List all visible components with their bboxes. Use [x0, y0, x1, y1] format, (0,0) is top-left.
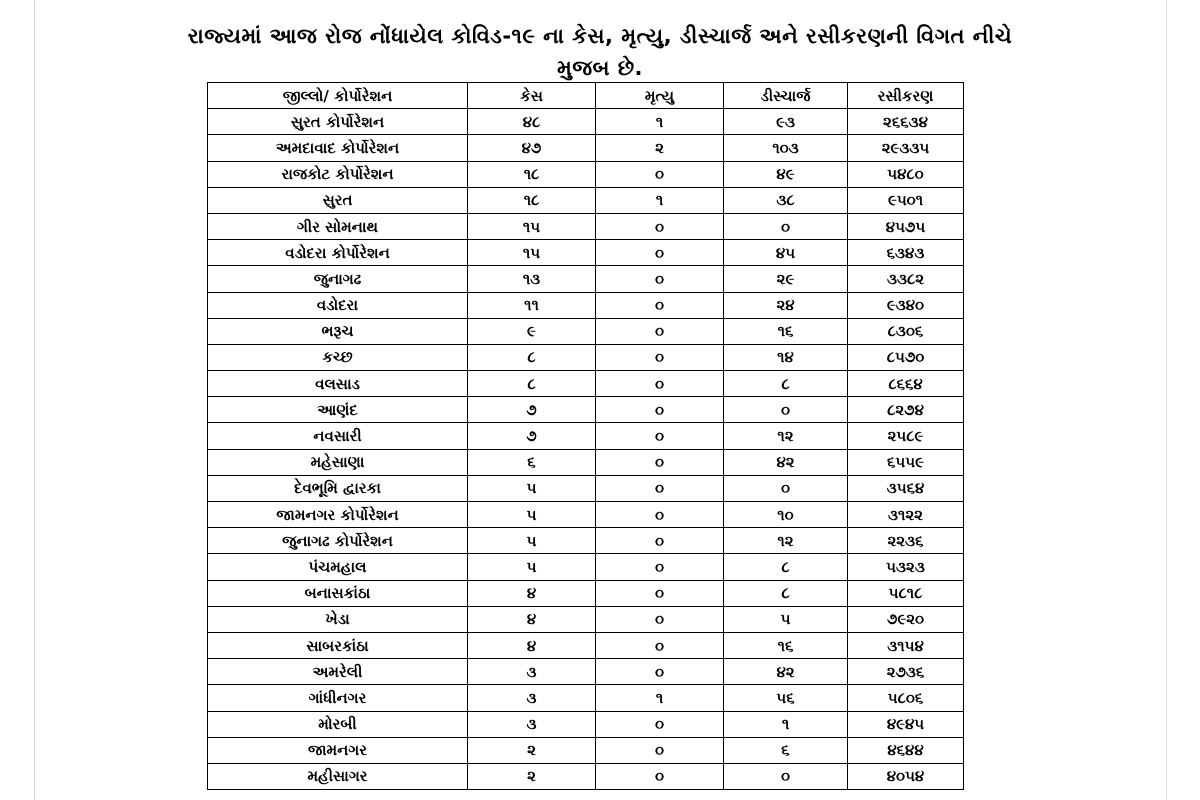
- deaths-cell: ૦: [596, 580, 724, 606]
- cases-cell: ૭: [468, 423, 596, 449]
- cases-cell: ૪: [468, 606, 596, 632]
- district-cell: વડોદરા કોર્પોરેશન: [208, 240, 468, 266]
- table-row: [208, 161, 964, 187]
- deaths-cell: ૧: [596, 187, 724, 213]
- cases-cell: ૧૩: [468, 266, 596, 292]
- vaccination-cell: ૪૬૪૪: [848, 737, 964, 763]
- table-row: [208, 737, 964, 763]
- vaccination-cell: ૫૮૦૬: [848, 685, 964, 711]
- district-cell: નવસારી: [208, 423, 468, 449]
- table-row: [208, 213, 964, 239]
- deaths-cell: ૦: [596, 292, 724, 318]
- table-row: [208, 685, 964, 711]
- column-header-district: જીલ્લો/ કોર્પોરેશન: [208, 83, 468, 109]
- page-title: [60, 20, 1140, 84]
- cases-cell: ૪૮: [468, 109, 596, 135]
- discharge-cell: ૫૬: [724, 685, 848, 711]
- vaccination-cell: ૪૦૫૪: [848, 763, 964, 789]
- district-cell: સુરત: [208, 187, 468, 213]
- deaths-cell: ૦: [596, 423, 724, 449]
- discharge-cell: ૮: [724, 371, 848, 397]
- district-cell: ગીર સોમનાથ: [208, 213, 468, 239]
- cases-cell: ૫: [468, 475, 596, 501]
- cases-cell: ૧૫: [468, 240, 596, 266]
- vaccination-cell: ૮૨૭૪: [848, 397, 964, 423]
- vaccination-cell: ૮૩૦૬: [848, 318, 964, 344]
- district-cell: અમરેલી: [208, 659, 468, 685]
- deaths-cell: ૦: [596, 763, 724, 789]
- cases-cell: ૪: [468, 632, 596, 658]
- deaths-cell: ૧: [596, 685, 724, 711]
- deaths-cell: ૦: [596, 240, 724, 266]
- cases-cell: ૫: [468, 554, 596, 580]
- district-cell: આણંદ: [208, 397, 468, 423]
- vaccination-cell: ૮૬૬૪: [848, 371, 964, 397]
- discharge-cell: ૦: [724, 213, 848, 239]
- table-row: [208, 266, 964, 292]
- district-cell: વડોદરા: [208, 292, 468, 318]
- deaths-cell: ૦: [596, 632, 724, 658]
- vaccination-cell: ૭૯૨૦: [848, 606, 964, 632]
- table-row: [208, 502, 964, 528]
- discharge-cell: ૪૫: [724, 240, 848, 266]
- district-cell: રાજકોટ કોર્પોરેશન: [208, 161, 468, 187]
- vaccination-cell: ૯૫૦૧: [848, 187, 964, 213]
- table-row: [208, 606, 964, 632]
- vaccination-cell: ૨૨૩૬: [848, 528, 964, 554]
- deaths-cell: ૦: [596, 344, 724, 370]
- district-cell: મહીસાગર: [208, 763, 468, 789]
- district-cell: ભરૂચ: [208, 318, 468, 344]
- deaths-cell: ૦: [596, 397, 724, 423]
- table-row: [208, 554, 964, 580]
- vaccination-cell: ૮૫૭૦: [848, 344, 964, 370]
- discharge-cell: ૮: [724, 580, 848, 606]
- discharge-cell: ૨૪: [724, 292, 848, 318]
- vaccination-cell: ૬૫૫૯: [848, 449, 964, 475]
- district-cell: સાબરકાંઠા: [208, 632, 468, 658]
- vaccination-cell: ૨૬૬૩૪: [848, 109, 964, 135]
- discharge-cell: ૦: [724, 397, 848, 423]
- deaths-cell: ૦: [596, 502, 724, 528]
- table-row: [208, 475, 964, 501]
- table-row: [208, 763, 964, 789]
- discharge-cell: ૬: [724, 737, 848, 763]
- vaccination-cell: ૫૪૮૦: [848, 161, 964, 187]
- discharge-cell: ૪૯: [724, 161, 848, 187]
- table-row: [208, 580, 964, 606]
- district-cell: જુનાગઢ: [208, 266, 468, 292]
- table-row: [208, 187, 964, 213]
- table-row: [208, 632, 964, 658]
- cases-cell: ૮: [468, 344, 596, 370]
- deaths-cell: ૦: [596, 737, 724, 763]
- district-cell: મહેસાણા: [208, 449, 468, 475]
- district-cell: સુરત કોર્પોરેશન: [208, 109, 468, 135]
- discharge-cell: ૩૮: [724, 187, 848, 213]
- column-header-cases: કેસ: [468, 83, 596, 109]
- table-row: [208, 711, 964, 737]
- vaccination-cell: ૩૫૬૪: [848, 475, 964, 501]
- district-cell: વલસાડ: [208, 371, 468, 397]
- column-header-vaccination: રસીકરણ: [848, 83, 964, 109]
- cases-cell: ૧૮: [468, 161, 596, 187]
- vaccination-cell: ૨૭૩૬: [848, 659, 964, 685]
- cases-cell: ૬: [468, 449, 596, 475]
- vaccination-cell: ૩૧૨૨: [848, 502, 964, 528]
- discharge-cell: ૧૨: [724, 528, 848, 554]
- vaccination-cell: ૫૩૨૩: [848, 554, 964, 580]
- cases-cell: ૧૮: [468, 187, 596, 213]
- table-row: [208, 659, 964, 685]
- cases-cell: ૧૫: [468, 213, 596, 239]
- table-row: [208, 371, 964, 397]
- deaths-cell: ૦: [596, 528, 724, 554]
- discharge-cell: ૧૦૩: [724, 135, 848, 161]
- deaths-cell: ૦: [596, 161, 724, 187]
- right-margin-line: [1166, 0, 1167, 800]
- discharge-cell: ૧૨: [724, 423, 848, 449]
- cases-cell: ૯: [468, 318, 596, 344]
- discharge-cell: ૫: [724, 606, 848, 632]
- table-row: [208, 135, 964, 161]
- vaccination-cell: ૯૩૪૦: [848, 292, 964, 318]
- district-cell: પંચમહાલ: [208, 554, 468, 580]
- cases-cell: ૩: [468, 685, 596, 711]
- table-row: [208, 397, 964, 423]
- cases-cell: ૫: [468, 502, 596, 528]
- vaccination-cell: ૨૫૮૯: [848, 423, 964, 449]
- discharge-cell: ૪૨: [724, 659, 848, 685]
- deaths-cell: ૧: [596, 109, 724, 135]
- discharge-cell: ૦: [724, 475, 848, 501]
- vaccination-cell: ૨૯૩૩૫: [848, 135, 964, 161]
- district-cell: ગાંધીનગર: [208, 685, 468, 711]
- district-cell: અમદાવાદ કોર્પોરેશન: [208, 135, 468, 161]
- district-cell: બનાસકાંઠા: [208, 580, 468, 606]
- table-header: [208, 83, 964, 109]
- discharge-cell: ૧૪: [724, 344, 848, 370]
- discharge-cell: ૧૦: [724, 502, 848, 528]
- deaths-cell: ૦: [596, 449, 724, 475]
- column-header-deaths: મૃત્યુ: [596, 83, 724, 109]
- district-cell: જુનાગઢ કોર્પોરેશન: [208, 528, 468, 554]
- table-row: [208, 109, 964, 135]
- deaths-cell: ૦: [596, 711, 724, 737]
- cases-cell: ૧૧: [468, 292, 596, 318]
- table-header-row: [208, 83, 964, 109]
- vaccination-cell: ૪૯૪૫: [848, 711, 964, 737]
- table-row: [208, 240, 964, 266]
- district-cell: જામનગર: [208, 737, 468, 763]
- deaths-cell: ૦: [596, 475, 724, 501]
- deaths-cell: ૦: [596, 371, 724, 397]
- district-cell: જામનગર કોર્પોરેશન: [208, 502, 468, 528]
- discharge-cell: ૪૨: [724, 449, 848, 475]
- title-line-2: મુજબ છે.: [556, 56, 644, 80]
- table-row: [208, 423, 964, 449]
- discharge-cell: ૦: [724, 763, 848, 789]
- district-cell: દેવભૂમિ દ્વારકા: [208, 475, 468, 501]
- left-margin-line: [34, 0, 35, 800]
- cases-cell: ૪: [468, 580, 596, 606]
- deaths-cell: ૦: [596, 659, 724, 685]
- cases-cell: ૨: [468, 737, 596, 763]
- cases-cell: ૫: [468, 528, 596, 554]
- covid-cases-table: [207, 82, 964, 790]
- cases-cell: ૪૭: [468, 135, 596, 161]
- table-row: [208, 528, 964, 554]
- cases-cell: ૮: [468, 371, 596, 397]
- district-cell: ખેડા: [208, 606, 468, 632]
- cases-cell: ૩: [468, 659, 596, 685]
- discharge-cell: ૧૬: [724, 318, 848, 344]
- district-cell: કચ્છ: [208, 344, 468, 370]
- table-row: [208, 344, 964, 370]
- table-row: [208, 449, 964, 475]
- deaths-cell: ૨: [596, 135, 724, 161]
- deaths-cell: ૦: [596, 606, 724, 632]
- deaths-cell: ૦: [596, 266, 724, 292]
- table-row: [208, 292, 964, 318]
- deaths-cell: ૦: [596, 318, 724, 344]
- deaths-cell: ૦: [596, 554, 724, 580]
- vaccination-cell: ૩૩૮૨: [848, 266, 964, 292]
- district-cell: મોરબી: [208, 711, 468, 737]
- vaccination-cell: ૫૮૧૮: [848, 580, 964, 606]
- vaccination-cell: ૪૫૭૫: [848, 213, 964, 239]
- cases-cell: ૭: [468, 397, 596, 423]
- table-body: [208, 109, 964, 790]
- deaths-cell: ૦: [596, 213, 724, 239]
- title-line-1: રાજ્યમાં આજ રોજ નોંધાયેલ કોવિડ-૧૯ ના કેસ, મૃત્યુ, ડીસ્ચાર્જ અને રસીકરણની વિગત નીચે: [187, 24, 1013, 48]
- cases-cell: ૩: [468, 711, 596, 737]
- discharge-cell: ૨૯: [724, 266, 848, 292]
- vaccination-cell: ૩૧૫૪: [848, 632, 964, 658]
- discharge-cell: ૮: [724, 554, 848, 580]
- table-row: [208, 318, 964, 344]
- discharge-cell: ૧૬: [724, 632, 848, 658]
- discharge-cell: ૯૩: [724, 109, 848, 135]
- vaccination-cell: ૬૩૪૩: [848, 240, 964, 266]
- cases-cell: ૨: [468, 763, 596, 789]
- discharge-cell: ૧: [724, 711, 848, 737]
- column-header-discharge: ડીસ્ચાર્જ: [724, 83, 848, 109]
